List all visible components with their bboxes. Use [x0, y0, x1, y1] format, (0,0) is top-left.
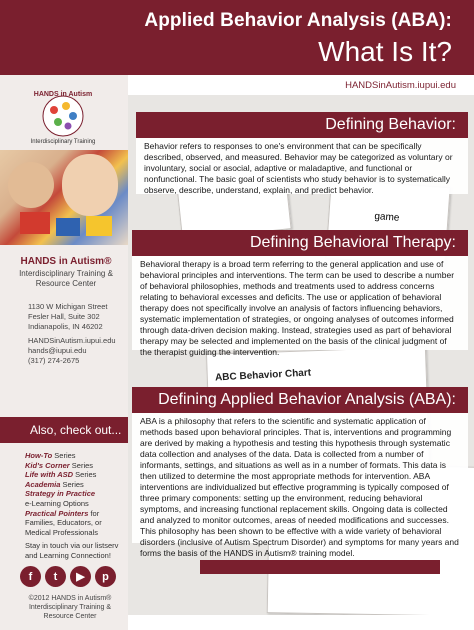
contact-website[interactable]: HANDSinAutism.iupui.edu — [28, 336, 116, 345]
social-links — [20, 566, 116, 587]
also-check-out-banner: Also, check out... — [0, 417, 128, 443]
section-body-aba: ABA is a philosophy that refers to the scientific and systematic application of methods based upon behavioral principles. That is, interventions and programming are derived by making a hypothesis and testing this hypothesis through systematic data collection and analyses of the data. Data is collected from a number of informants, settings, and situations as well as in a number of formats. This data is then utilized to determine the most appropriate methods for intervention. ABA interventions are individualized but effective programming is typically composed of three primary components: setting up the environment, reducing behavioral symptoms, and increasing functional replacement skills. Ongoing data is collected and analyzed to monitor outcomes, areas of needed modifications and successes. This philosophy has been shown to be effective with a wide variety of behavioral disorders (inclusive of Autism Spectrum Disorder) and symptoms for many years and forms the basis of the HANDS in Autism® training model. — [132, 413, 468, 543]
svg-text:Interdisciplinary Training: Interdisciplinary Training — [30, 139, 96, 145]
series-item[interactable]: Life with ASD Series — [25, 470, 97, 480]
section-heading-behavior: Defining Behavior: — [136, 112, 468, 138]
youtube-icon[interactable]: ▶ — [70, 566, 91, 587]
page-title: Applied Behavior Analysis (ABA): — [144, 10, 452, 31]
org-subtitle: Interdisciplinary Training & Resource Center — [19, 269, 113, 288]
baby-face — [62, 154, 118, 216]
series-item[interactable]: e-Learning Options — [25, 498, 89, 508]
children-photo — [0, 150, 128, 245]
pinterest-icon[interactable]: p — [95, 566, 116, 587]
address-line: Indianapolis, IN 46202 — [28, 322, 103, 331]
page-subtitle: What Is It? — [318, 36, 452, 67]
footer-strip — [200, 560, 440, 574]
org-name: HANDS in Autism® — [20, 256, 112, 267]
copyright: ©2012 HANDS in Autism® Interdisciplinary Training & Resource Center — [28, 595, 112, 620]
contact-email[interactable]: hands@iupui.edu — [28, 346, 87, 355]
series-item[interactable]: Practical Pointers for Families, Educators, or Medical Professionals — [25, 508, 102, 537]
game-card-label: game — [374, 211, 400, 224]
header-banner — [0, 0, 474, 75]
address — [28, 302, 107, 332]
contact-phone: (317) 274-2675 — [28, 356, 80, 365]
section-heading-therapy: Defining Behavioral Therapy: — [132, 230, 468, 256]
section-heading-aba: Defining Applied Behavior Analysis (ABA): — [132, 387, 468, 413]
hands-logo — [18, 88, 108, 148]
series-item[interactable]: Strategy in Practice — [25, 489, 96, 499]
series-item[interactable]: Academia Series — [25, 479, 84, 489]
website-link[interactable]: HANDSinAutism.iupui.edu — [345, 80, 456, 91]
section-body-behavior: Behavior refers to responses to one's environment that can be specifically described, observed, and measured. Behavior may be categorized as voluntary or involuntary, social or asocial, adaptive or maladaptive, and functional or nonfunctional. The basic goal of scientists who study behavior is to systematically observe, describe, understand, explain, and predict behavior. — [136, 138, 468, 194]
address-line: Fesler Hall, Suite 302 — [28, 312, 100, 321]
abc-chart-title: ABC Behavior Chart — [214, 367, 312, 384]
section-body-therapy: Behavioral therapy is a broad term referring to the general application and use of behavioral principles and interventions. The term can be used to describe a number of behavioral philosophies, methods and treatments used to address concerns relating to behavioral excesses and deficits. The use or application of behavioral therapy does not specifically involve an analysis of factors influencing behaviors, systematic implementation of strategies, or ongoing analyses of outcomes informed through data-driven decision making. Instead, strategies used as part of behavioral therapy may be selected and implemented on the basis of the clinical judgment of the therapist guiding the intervention. — [132, 256, 468, 350]
svg-text:HANDS in Autism: HANDS in Autism — [33, 91, 93, 98]
series-list — [25, 451, 125, 537]
address-line: 1130 W Michigan Street — [28, 302, 108, 311]
facebook-icon[interactable]: f — [20, 566, 41, 587]
contact-info — [28, 336, 116, 366]
toy-block — [56, 218, 80, 236]
stay-in-touch: Stay in touch via our listserv and Learning Connection! — [25, 541, 119, 560]
series-item[interactable]: Kid's Corner Series — [25, 460, 94, 470]
toy-block — [20, 212, 50, 234]
toy-block — [86, 216, 112, 236]
child-face — [8, 162, 54, 208]
series-item[interactable]: How-To Series — [25, 451, 76, 460]
twitter-icon[interactable]: t — [45, 566, 66, 587]
